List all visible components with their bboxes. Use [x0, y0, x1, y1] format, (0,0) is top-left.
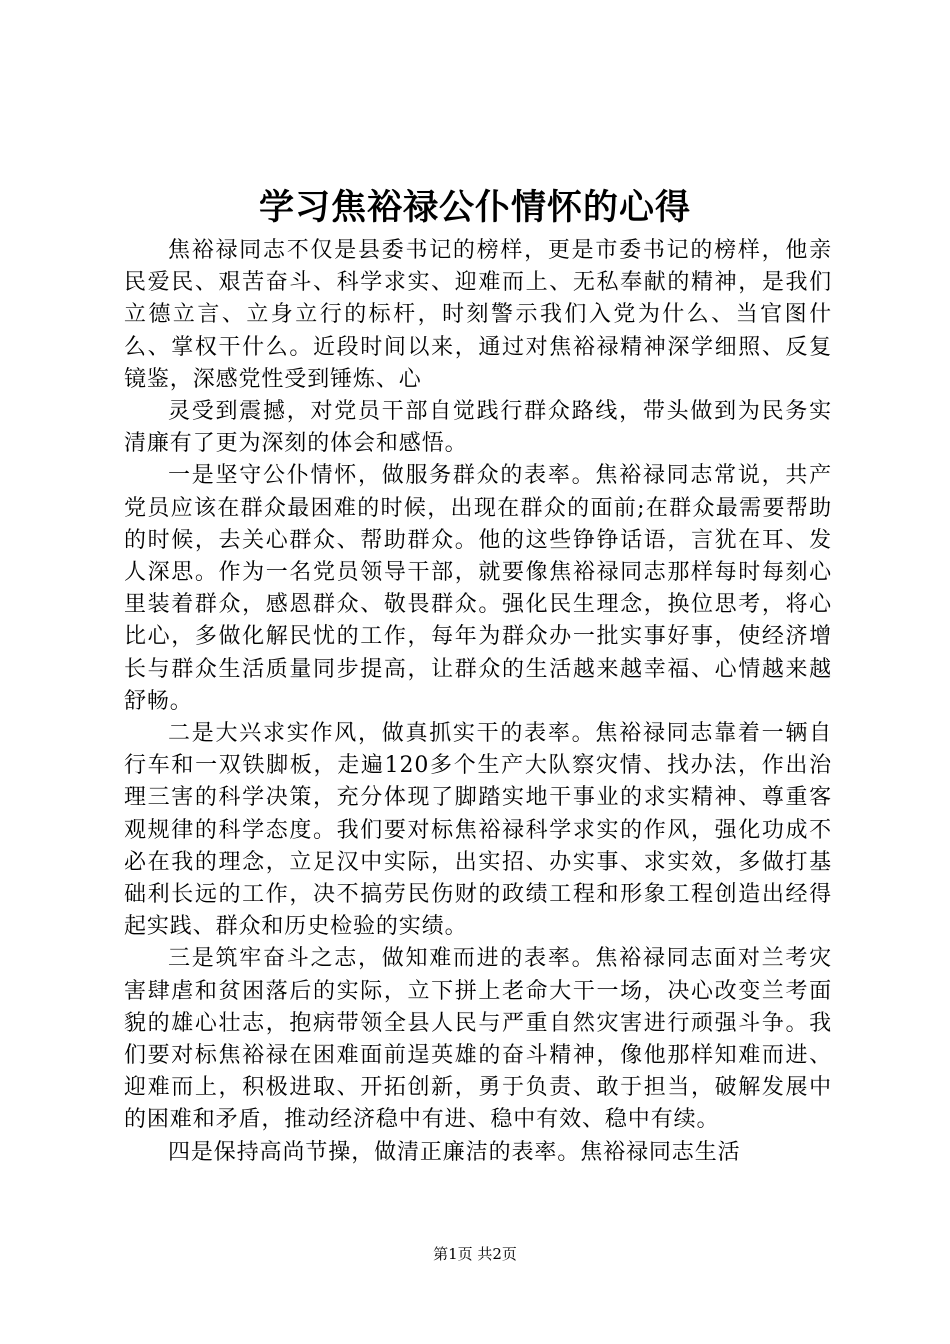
paragraph-point-four: 四是保持高尚节操，做清正廉洁的表率。焦裕禄同志生活 — [168, 1139, 741, 1165]
paragraph-point-three: 三是筑牢奋斗之志，做知难而进的表率。焦裕禄同志面对兰考灾害肆虐和贫困落后的实际，立下拼上老命大干一场，决心改变兰考面貌的雄心壮志，抱病带领全县人民与严重自然灾害进行顽强斗争。我们要对标焦裕禄在困难面前逞英雄的奋斗精神，像他那样知难而进、迎难而上，积极进取、开拓创新，勇于负责、敢于担当，破解发展中的困难和矛盾，推动经济稳中有进、稳中有效、稳中有续。 — [124, 946, 832, 1133]
paragraph-point-one: 一是坚守公仆情怀，做服务群众的表率。焦裕禄同志常说，共产党员应该在群众最困难的时候，出现在群众的面前;在群众最需要帮助的时候，去关心群众、帮助群众。他的这些铮铮话语，言犹在耳、发人深思。作为一名党员领导干部，就要像焦裕禄同志那样每时每刻心里装着群众，感恩群众、敬畏群众。强化民生理念，换位思考，将心比心，多做化解民忧的工作，每年为群众办一批实事好事，使经济增长与群众生活质量同步提高，让群众的生活越来越幸福、心情越来越舒畅。 — [124, 463, 832, 714]
paragraph-point-two: 二是大兴求实作风，做真抓实干的表率。焦裕禄同志靠着一辆自行车和一双铁脚板，走遍120多个生产大队察灾情、找办法，作出治理三害的科学决策，充分体现了脚踏实地干事业的求实精神、尊重客观规律的科学态度。我们要对标焦裕禄科学求实的作风，强化功成不必在我的理念，立足汉中实际，出实招、办实事、求实效，多做打基础利长远的工作，决不搞劳民伤财的政绩工程和形象工程创造出经得起实践、群众和历史检验的实绩。 — [124, 721, 832, 940]
paragraph-intro-continued: 灵受到震撼，对党员干部自觉践行群众路线，带头做到为民务实清廉有了更为深刻的体会和感悟。 — [124, 399, 832, 457]
document-title: 学习焦裕禄公仆情怀的心得 — [258, 187, 691, 228]
document-body — [124, 235, 832, 1169]
paragraph-intro: 焦裕禄同志不仅是县委书记的榜样，更是市委书记的榜样，他亲民爱民、艰苦奋斗、科学求实、迎难而上、无私奉献的精神，是我们立德立言、立身立行的标杆，时刻警示我们入党为什么、当官图什么、掌权干什么。近段时间以来，通过对焦裕禄精神深学细照、反复镜鉴，深感党性受到锤炼、心 — [124, 238, 832, 392]
page-footer: 第1页 共2页 — [433, 1245, 517, 1263]
